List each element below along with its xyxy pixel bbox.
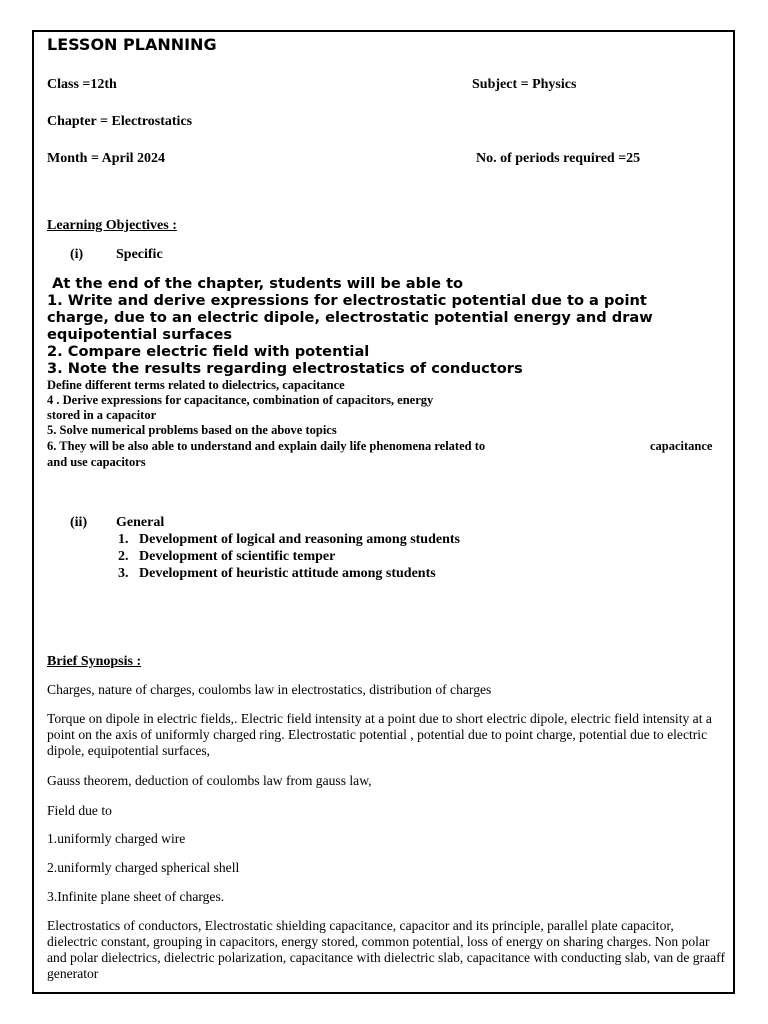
general-item-marker: 2. (118, 549, 129, 564)
objective-line: and use capacitors (47, 455, 146, 469)
objective-line: equipotential surfaces (47, 326, 233, 343)
general-item: Development of logical and reasoning among students (139, 532, 460, 547)
specific-label: Specific (116, 247, 163, 262)
general-item: Development of heuristic attitude among students (139, 566, 436, 581)
chapter-field: Chapter = Electrostatics (47, 114, 193, 129)
brief-synopsis-heading: Brief Synopsis : (47, 654, 142, 669)
synopsis-paragraph: Torque on dipole in electric fields,. Electric field intensity at a point due to short electric dipole, electric field intensity at a point on the axis of uniformly charged ring. Electrostatic potential , potential due to point charge, potential due to electric dipole, equipotential surfaces, (47, 711, 712, 758)
general-number: (ii) (70, 515, 88, 530)
objective-line-tail: capacitance (650, 439, 713, 453)
general-label: General (116, 515, 165, 530)
subject-field: Subject = Physics (472, 77, 577, 92)
specific-number: (i) (70, 247, 84, 262)
objective-line: charge, due to an electric dipole, electrostatic potential energy and draw (47, 309, 653, 326)
page-border (32, 30, 735, 994)
synopsis-paragraph: Field due to (47, 803, 112, 818)
objective-line: stored in a capacitor (47, 408, 157, 422)
synopsis-paragraph: 3.Infinite plane sheet of charges. (47, 889, 225, 904)
objective-line: 3. Note the results regarding electrostatics of conductors (47, 360, 523, 377)
synopsis-paragraph: Gauss theorem, deduction of coulombs law from gauss law, (47, 773, 372, 788)
objective-line: 2. Compare electric field with potential (47, 343, 370, 360)
synopsis-paragraph: Electrostatics of conductors, Electrostatic shielding capacitance, capacitor and its principle, parallel plate capacitor, dielectric constant, grouping in capacitors, energy stored, common potential, loss of energy on sharing charges. Non polar and polar dielectrics, dielectric polarization, capacitance with dielectric slab, capacitance with conducting slab, van de graaff generator (47, 918, 725, 981)
objective-line: 6. They will be also able to understand and explain daily life phenomena related to (47, 439, 486, 453)
objective-line: Define different terms related to dielectrics, capacitance (47, 378, 345, 392)
page-title: LESSON PLANNING (47, 35, 217, 54)
month-field: Month = April 2024 (47, 151, 166, 166)
periods-field: No. of periods required =25 (476, 151, 641, 166)
general-item: Development of scientific temper (139, 549, 336, 564)
synopsis-paragraph: 1.uniformly charged wire (47, 831, 186, 846)
objective-line: 5. Solve numerical problems based on the above topics (47, 423, 337, 437)
objective-line: 4 . Derive expressions for capacitance, combination of capacitors, energy (47, 393, 434, 407)
general-item-marker: 3. (118, 566, 129, 581)
synopsis-paragraph: Charges, nature of charges, coulombs law in electrostatics, distribution of charges (47, 682, 492, 697)
objective-intro: At the end of the chapter, students will be able to (47, 275, 464, 292)
synopsis-paragraph: 2.uniformly charged spherical shell (47, 860, 240, 875)
general-item-marker: 1. (118, 532, 129, 547)
class-field: Class =12th (47, 77, 117, 92)
learning-objectives-heading: Learning Objectives : (47, 218, 177, 233)
objective-line: 1. Write and derive expressions for electrostatic potential due to a point (47, 292, 647, 309)
